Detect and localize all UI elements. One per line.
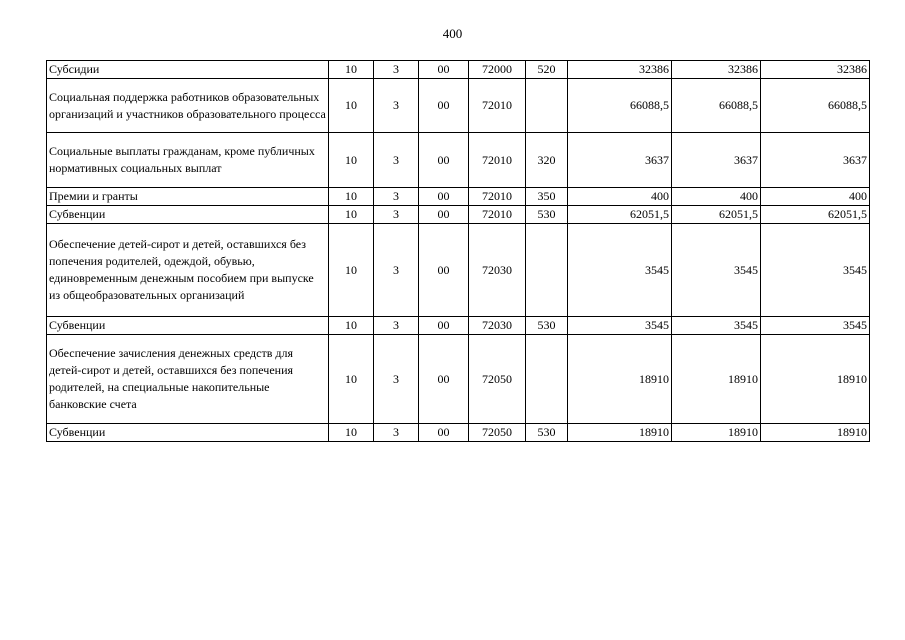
table-row <box>47 317 870 335</box>
amount-3: 400 <box>761 188 870 206</box>
section-code: 10 <box>329 335 374 424</box>
page-number: 400 <box>442 26 463 41</box>
target-article-code: 72050 <box>469 424 526 442</box>
amount-2: 18910 <box>672 424 761 442</box>
program-code: 00 <box>419 79 469 133</box>
amount-2: 3545 <box>672 317 761 335</box>
amount-1: 18910 <box>568 424 672 442</box>
table-row <box>47 188 870 206</box>
amount-3: 32386 <box>761 61 870 79</box>
amount-1: 3545 <box>568 317 672 335</box>
target-article-code: 72010 <box>469 206 526 224</box>
row-name: Социальная поддержка работников образовательных организаций и участников образовательного процесса <box>47 79 329 133</box>
subsection-code: 3 <box>374 61 419 79</box>
target-article-code: 72010 <box>469 133 526 188</box>
amount-2: 32386 <box>672 61 761 79</box>
amount-1: 66088,5 <box>568 79 672 133</box>
amount-1: 32386 <box>568 61 672 79</box>
amount-2: 62051,5 <box>672 206 761 224</box>
budget-table <box>46 60 870 442</box>
expense-type-code: 320 <box>526 133 568 188</box>
amount-3: 18910 <box>761 335 870 424</box>
amount-2: 66088,5 <box>672 79 761 133</box>
table-row <box>47 206 870 224</box>
program-code: 00 <box>419 424 469 442</box>
target-article-code: 72050 <box>469 335 526 424</box>
section-code: 10 <box>329 317 374 335</box>
target-article-code: 72030 <box>469 224 526 317</box>
table-row <box>47 335 870 424</box>
expense-type-code: 530 <box>526 424 568 442</box>
subsection-code: 3 <box>374 133 419 188</box>
section-code: 10 <box>329 79 374 133</box>
row-name: Субсидии <box>47 61 329 79</box>
section-code: 10 <box>329 206 374 224</box>
amount-1: 62051,5 <box>568 206 672 224</box>
row-name: Премии и гранты <box>47 188 329 206</box>
amount-1: 400 <box>568 188 672 206</box>
row-name: Обеспечение детей-сирот и детей, оставшихся без попечения родителей, одеждой, обувью, единовременным денежным пособием при выпуске из общеобразовательных организаций <box>47 224 329 317</box>
amount-2: 400 <box>672 188 761 206</box>
section-code: 10 <box>329 188 374 206</box>
program-code: 00 <box>419 335 469 424</box>
target-article-code: 72000 <box>469 61 526 79</box>
section-code: 10 <box>329 61 374 79</box>
program-code: 00 <box>419 61 469 79</box>
table-row <box>47 79 870 133</box>
amount-3: 18910 <box>761 424 870 442</box>
amount-1: 3637 <box>568 133 672 188</box>
target-article-code: 72010 <box>469 188 526 206</box>
subsection-code: 3 <box>374 424 419 442</box>
row-name: Обеспечение зачисления денежных средств для детей-сирот и детей, оставшихся без попечения родителей, на специальные накопительные банковские счета <box>47 335 329 424</box>
table-row <box>47 61 870 79</box>
amount-3: 62051,5 <box>761 206 870 224</box>
amount-1: 3545 <box>568 224 672 317</box>
subsection-code: 3 <box>374 206 419 224</box>
expense-type-code <box>526 335 568 424</box>
program-code: 00 <box>419 317 469 335</box>
program-code: 00 <box>419 133 469 188</box>
amount-2: 3637 <box>672 133 761 188</box>
program-code: 00 <box>419 206 469 224</box>
expense-type-code: 530 <box>526 206 568 224</box>
table-row <box>47 133 870 188</box>
row-name: Субвенции <box>47 317 329 335</box>
target-article-code: 72030 <box>469 317 526 335</box>
section-code: 10 <box>329 224 374 317</box>
amount-3: 3637 <box>761 133 870 188</box>
subsection-code: 3 <box>374 335 419 424</box>
amount-1: 18910 <box>568 335 672 424</box>
amount-2: 3545 <box>672 224 761 317</box>
amount-2: 18910 <box>672 335 761 424</box>
expense-type-code: 530 <box>526 317 568 335</box>
section-code: 10 <box>329 424 374 442</box>
expense-type-code <box>526 79 568 133</box>
expense-type-code: 520 <box>526 61 568 79</box>
subsection-code: 3 <box>374 79 419 133</box>
subsection-code: 3 <box>374 224 419 317</box>
row-name: Субвенции <box>47 206 329 224</box>
subsection-code: 3 <box>374 188 419 206</box>
expense-type-code: 350 <box>526 188 568 206</box>
program-code: 00 <box>419 188 469 206</box>
row-name: Субвенции <box>47 424 329 442</box>
amount-3: 66088,5 <box>761 79 870 133</box>
target-article-code: 72010 <box>469 79 526 133</box>
table-row <box>47 424 870 442</box>
section-code: 10 <box>329 133 374 188</box>
program-code: 00 <box>419 224 469 317</box>
subsection-code: 3 <box>374 317 419 335</box>
amount-3: 3545 <box>761 317 870 335</box>
expense-type-code <box>526 224 568 317</box>
row-name: Социальные выплаты гражданам, кроме публичных нормативных социальных выплат <box>47 133 329 188</box>
amount-3: 3545 <box>761 224 870 317</box>
table-row <box>47 224 870 317</box>
